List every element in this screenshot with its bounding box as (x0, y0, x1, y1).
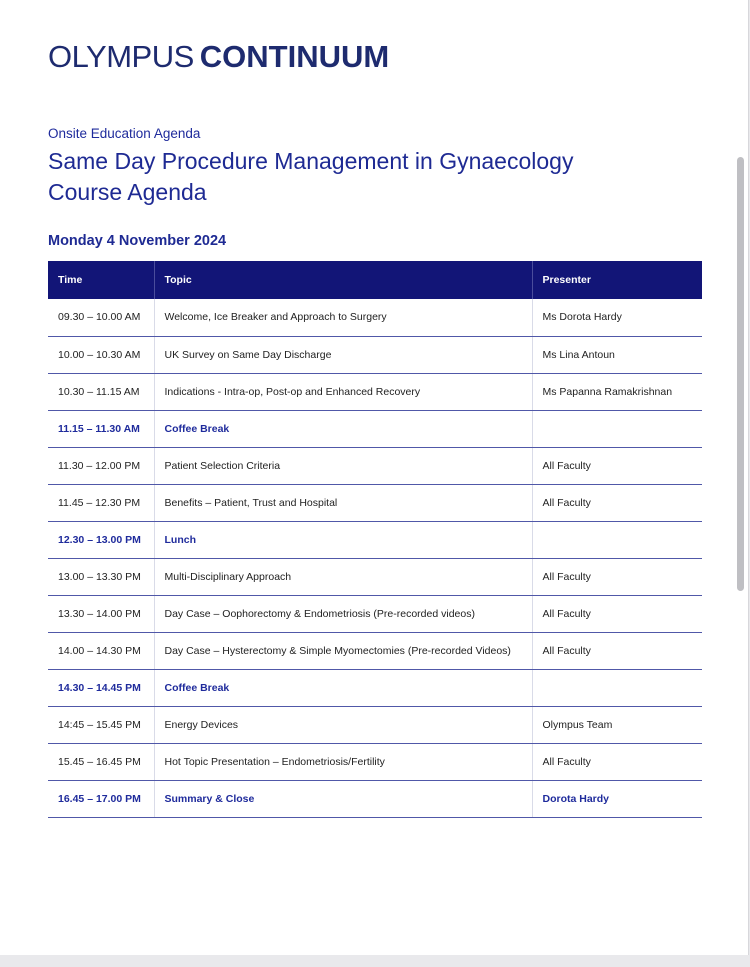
table-row (48, 706, 702, 743)
cell-topic: Patient Selection Criteria (154, 447, 532, 484)
cell-time: 15.45 – 16.45 PM (48, 743, 154, 780)
cell-time: 12.30 – 13.00 PM (48, 521, 154, 558)
agenda-table-body (48, 299, 702, 817)
table-row (48, 743, 702, 780)
table-row (48, 595, 702, 632)
cell-topic: Multi-Disciplinary Approach (154, 558, 532, 595)
logo-continuum-text: CONTINUUM (199, 39, 390, 74)
table-header-row (48, 261, 702, 299)
cell-presenter: All Faculty (532, 743, 702, 780)
cell-topic: Indications - Intra-op, Post-op and Enhanced Recovery (154, 373, 532, 410)
cell-presenter (532, 521, 702, 558)
table-row (48, 558, 702, 595)
table-row (48, 447, 702, 484)
cell-topic: Lunch (154, 521, 532, 558)
cell-time: 13.30 – 14.00 PM (48, 595, 154, 632)
table-row (48, 373, 702, 410)
cell-presenter: Ms Lina Antoun (532, 336, 702, 373)
page-title (48, 146, 708, 208)
table-row (48, 484, 702, 521)
table-row (48, 521, 702, 558)
cell-time: 13.00 – 13.30 PM (48, 558, 154, 595)
cell-topic: Benefits – Patient, Trust and Hospital (154, 484, 532, 521)
logo-olympus-text: OLYMPUS (48, 39, 194, 74)
cell-presenter: All Faculty (532, 447, 702, 484)
cell-topic: Hot Topic Presentation – Endometriosis/Fertility (154, 743, 532, 780)
cell-time: 10.00 – 10.30 AM (48, 336, 154, 373)
table-row (48, 780, 702, 817)
cell-presenter: All Faculty (532, 595, 702, 632)
table-row (48, 336, 702, 373)
table-row (48, 632, 702, 669)
table-row (48, 669, 702, 706)
scrollbar-thumb[interactable] (737, 157, 744, 591)
cell-topic: Coffee Break (154, 669, 532, 706)
header-time: Time (48, 261, 154, 299)
cell-presenter: All Faculty (532, 558, 702, 595)
header-topic: Topic (154, 261, 532, 299)
agenda-date: Monday 4 November 2024 (48, 233, 227, 249)
agenda-kicker: Onsite Education Agenda (48, 126, 201, 141)
header-presenter: Presenter (532, 261, 702, 299)
cell-time: 14.30 – 14.45 PM (48, 669, 154, 706)
cell-presenter: Ms Papanna Ramakrishnan (532, 373, 702, 410)
cell-topic: Welcome, Ice Breaker and Approach to Surgery (154, 299, 532, 336)
cell-presenter (532, 669, 702, 706)
olympus-continuum-logo (48, 40, 389, 74)
cell-time: 11.15 – 11.30 AM (48, 410, 154, 447)
title-line-1: Same Day Procedure Management in Gynaecology (48, 148, 574, 174)
title-line-2: Course Agenda (48, 179, 207, 205)
cell-topic: Summary & Close (154, 780, 532, 817)
cell-topic: Day Case – Oophorectomy & Endometriosis (Pre-recorded videos) (154, 595, 532, 632)
cell-presenter (532, 410, 702, 447)
cell-time: 16.45 – 17.00 PM (48, 780, 154, 817)
table-row (48, 299, 702, 336)
cell-presenter: Dorota Hardy (532, 780, 702, 817)
cell-time: 11.30 – 12.00 PM (48, 447, 154, 484)
cell-time: 11.45 – 12.30 PM (48, 484, 154, 521)
cell-topic: Energy Devices (154, 706, 532, 743)
cell-time: 14:45 – 15.45 PM (48, 706, 154, 743)
table-row (48, 410, 702, 447)
cell-topic: Coffee Break (154, 410, 532, 447)
cell-topic: UK Survey on Same Day Discharge (154, 336, 532, 373)
agenda-table (48, 261, 702, 818)
cell-presenter: Ms Dorota Hardy (532, 299, 702, 336)
cell-presenter: All Faculty (532, 632, 702, 669)
cell-time: 09.30 – 10.00 AM (48, 299, 154, 336)
cell-time: 10.30 – 11.15 AM (48, 373, 154, 410)
cell-presenter: Olympus Team (532, 706, 702, 743)
cell-topic: Day Case – Hysterectomy & Simple Myomectomies (Pre-recorded Videos) (154, 632, 532, 669)
cell-time: 14.00 – 14.30 PM (48, 632, 154, 669)
cell-presenter: All Faculty (532, 484, 702, 521)
